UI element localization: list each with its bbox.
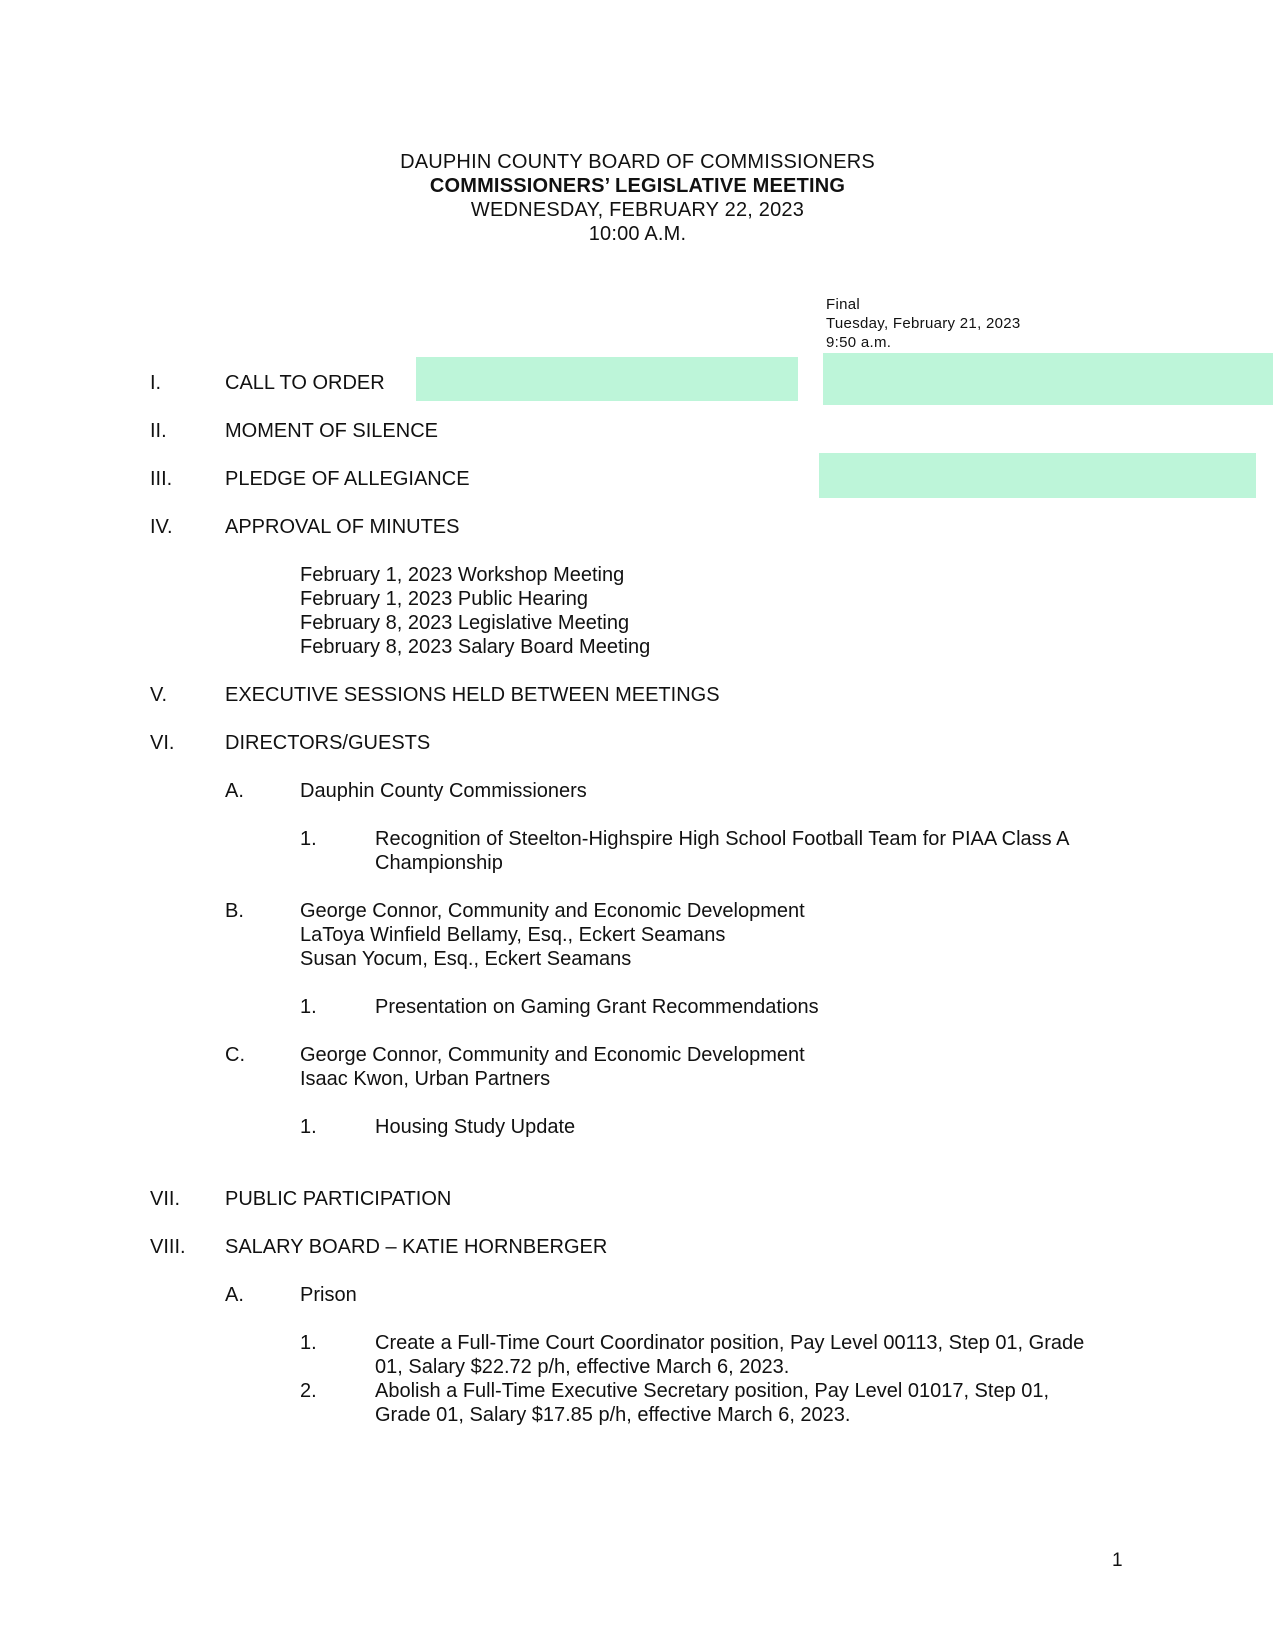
highlight-block — [416, 357, 798, 401]
subsection-text: LaToya Winfield Bellamy, Esq., Eckert Seamans — [300, 924, 726, 946]
item-number: 1. — [300, 828, 317, 850]
minutes-item: February 8, 2023 Legislative Meeting — [300, 612, 630, 634]
section-number: VIII. — [150, 1236, 186, 1258]
page-number: 1 — [1112, 1550, 1123, 1571]
item-number: 1. — [300, 996, 317, 1018]
header-date: WEDNESDAY, FEBRUARY 22, 2023 — [470, 199, 805, 221]
item-text: Create a Full-Time Court Coordinator position, Pay Level 00113, Step 01, Grade — [375, 1332, 1085, 1354]
highlight-block — [823, 353, 1273, 405]
highlight-block — [819, 453, 1256, 498]
section-number: II. — [150, 420, 167, 442]
status-time: 9:50 a.m. — [826, 334, 892, 351]
item-text: Grade 01, Salary $17.85 p/h, effective March 6, 2023. — [375, 1404, 851, 1426]
item-text: Housing Study Update — [375, 1116, 576, 1138]
subsection-letter: C. — [225, 1044, 245, 1066]
section-title: PLEDGE OF ALLEGIANCE — [225, 468, 470, 490]
item-text: Recognition of Steelton-Highspire High School Football Team for PIAA Class A — [375, 828, 1070, 850]
section-title: DIRECTORS/GUESTS — [225, 732, 431, 754]
subsection-text: Isaac Kwon, Urban Partners — [300, 1068, 551, 1090]
subsection-text: George Connor, Community and Economic Development — [300, 1044, 805, 1066]
subsection-letter: B. — [225, 900, 244, 922]
item-text: Abolish a Full-Time Executive Secretary position, Pay Level 01017, Step 01, — [375, 1380, 1050, 1402]
section-number: VI. — [150, 732, 175, 754]
status-date: Tuesday, February 21, 2023 — [826, 315, 1021, 332]
section-title: PUBLIC PARTICIPATION — [225, 1188, 452, 1210]
section-title: APPROVAL OF MINUTES — [225, 516, 460, 538]
subsection-text: Prison — [300, 1284, 357, 1306]
section-number: V. — [150, 684, 168, 706]
subsection-letter: A. — [225, 1284, 244, 1306]
minutes-item: February 1, 2023 Public Hearing — [300, 588, 588, 610]
section-number: IV. — [150, 516, 173, 538]
section-title: CALL TO ORDER — [225, 372, 385, 394]
subsection-text: George Connor, Community and Economic Development — [300, 900, 805, 922]
subsection-letter: A. — [225, 780, 244, 802]
section-title: EXECUTIVE SESSIONS HELD BETWEEN MEETINGS — [225, 684, 720, 706]
section-title: SALARY BOARD – KATIE HORNBERGER — [225, 1236, 608, 1258]
section-number: VII. — [150, 1188, 181, 1210]
item-number: 2. — [300, 1380, 317, 1402]
item-text: 01, Salary $22.72 p/h, effective March 6, 2023. — [375, 1356, 790, 1378]
section-title: MOMENT OF SILENCE — [225, 420, 438, 442]
header-time: 10:00 A.M. — [588, 223, 687, 245]
minutes-item: February 8, 2023 Salary Board Meeting — [300, 636, 651, 658]
section-number: III. — [150, 468, 173, 490]
section-number: I. — [150, 372, 162, 394]
subsection-text: Susan Yocum, Esq., Eckert Seamans — [300, 948, 632, 970]
minutes-item: February 1, 2023 Workshop Meeting — [300, 564, 625, 586]
header-meeting-title: COMMISSIONERS’ LEGISLATIVE MEETING — [429, 175, 846, 197]
subsection-text: Dauphin County Commissioners — [300, 780, 587, 802]
item-text: Championship — [375, 852, 503, 874]
status-label: Final — [826, 296, 861, 313]
item-text: Presentation on Gaming Grant Recommendations — [375, 996, 819, 1018]
header-org: DAUPHIN COUNTY BOARD OF COMMISSIONERS — [400, 151, 875, 173]
item-number: 1. — [300, 1332, 317, 1354]
item-number: 1. — [300, 1116, 317, 1138]
